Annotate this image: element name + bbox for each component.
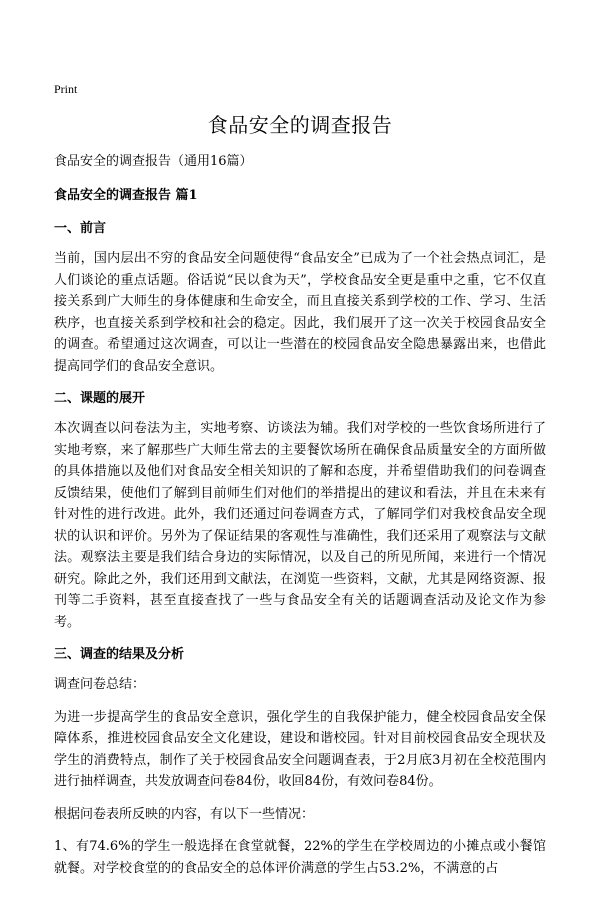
paragraph-preface: 当前，国内层出不穷的食品安全问题使得“食品安全”已成为了一个社会热点词汇，是人们谈论的重点话题。俗话说“民以食为天”，学校食品安全更是重中之重，它不仅直接关系到广大师生的身体健康和生命安全，而且直接关系到学校的工作、学习、生活秩序，也直接关系到学校和社会的稳定。因此，我们展开了这一次关于校园食品安全的调查。希望通过这次调查，可以让一些潜在的校园食品安全隐患暴露出来，也借此提高同学们的食品安全意识。 <box>54 251 546 374</box>
heading-results-analysis: 三、调查的结果及分析 <box>54 647 185 662</box>
heading-topic-development: 二、课题的展开 <box>54 391 146 406</box>
paragraph-finding-1: 1、有74.6%的学生一般选择在食堂就餐，22%的学生在学校周边的小摊点或小餐馆就餐。对学校食堂的的食品安全的总体评价满意的学生占53.2%，不满意的占 <box>54 839 546 876</box>
paragraph-findings-intro: 根据问卷表所反映的内容，有以下一些情况： <box>54 806 315 822</box>
paragraph-topic-development: 本次调查以问卷法为主，实地考察、访谈法为辅。我们对学校的一些饮食场所进行了实地考察，来了解那些广大师生常去的主要餐饮场所在确保食品质量安全的方面所做的具体措施以及他们对食品安全相关知识的了解和态度，并希望借助我们的问卷调查反馈结果，使他们了解到目前师生们对他们的举措提出的建议和看法，并且在未来有针对性的进行改进。此外，我们还通过问卷调查方式，了解同学们对我校食品安全现状的认识和评价。另外为了保证结果的客观性与准确性，我们还采用了观察法与文献法。观察法主要是我们结合身边的实际情况，以及自己的所见所闻，来进行一个情况研究。除此之外，我们还用到文献法，在浏览一些资料，文献，尤其是网络资源、报刊等二手资料，甚至直接查找了一些与食品安全有关的话题调查活动及论文作为参考。 <box>54 421 546 630</box>
section-title: 食品安全的调查报告 篇1 <box>54 188 198 203</box>
document-subtitle: 食品安全的调查报告（通用16篇） <box>54 154 253 169</box>
paragraph-survey-background: 为进一步提高学生的食品安全意识，强化学生的自我保护能力，健全校园食品安全保障体系，推进校园食品安全文化建设，建设和谐校园。针对目前校园食品安全现状及学生的消费特点，制作了关于校园食品安全问题调查表，于2月底3月初在全校范围内进行抽样调查，共发放调查问卷84份，收回84份，有效问卷84份。 <box>54 709 546 789</box>
paragraph-survey-summary-label: 调查问卷总结： <box>54 677 146 692</box>
document-title: 食品安全的调查报告 <box>207 113 393 137</box>
print-link[interactable]: Print <box>54 82 78 96</box>
heading-preface: 一、前言 <box>54 221 107 236</box>
